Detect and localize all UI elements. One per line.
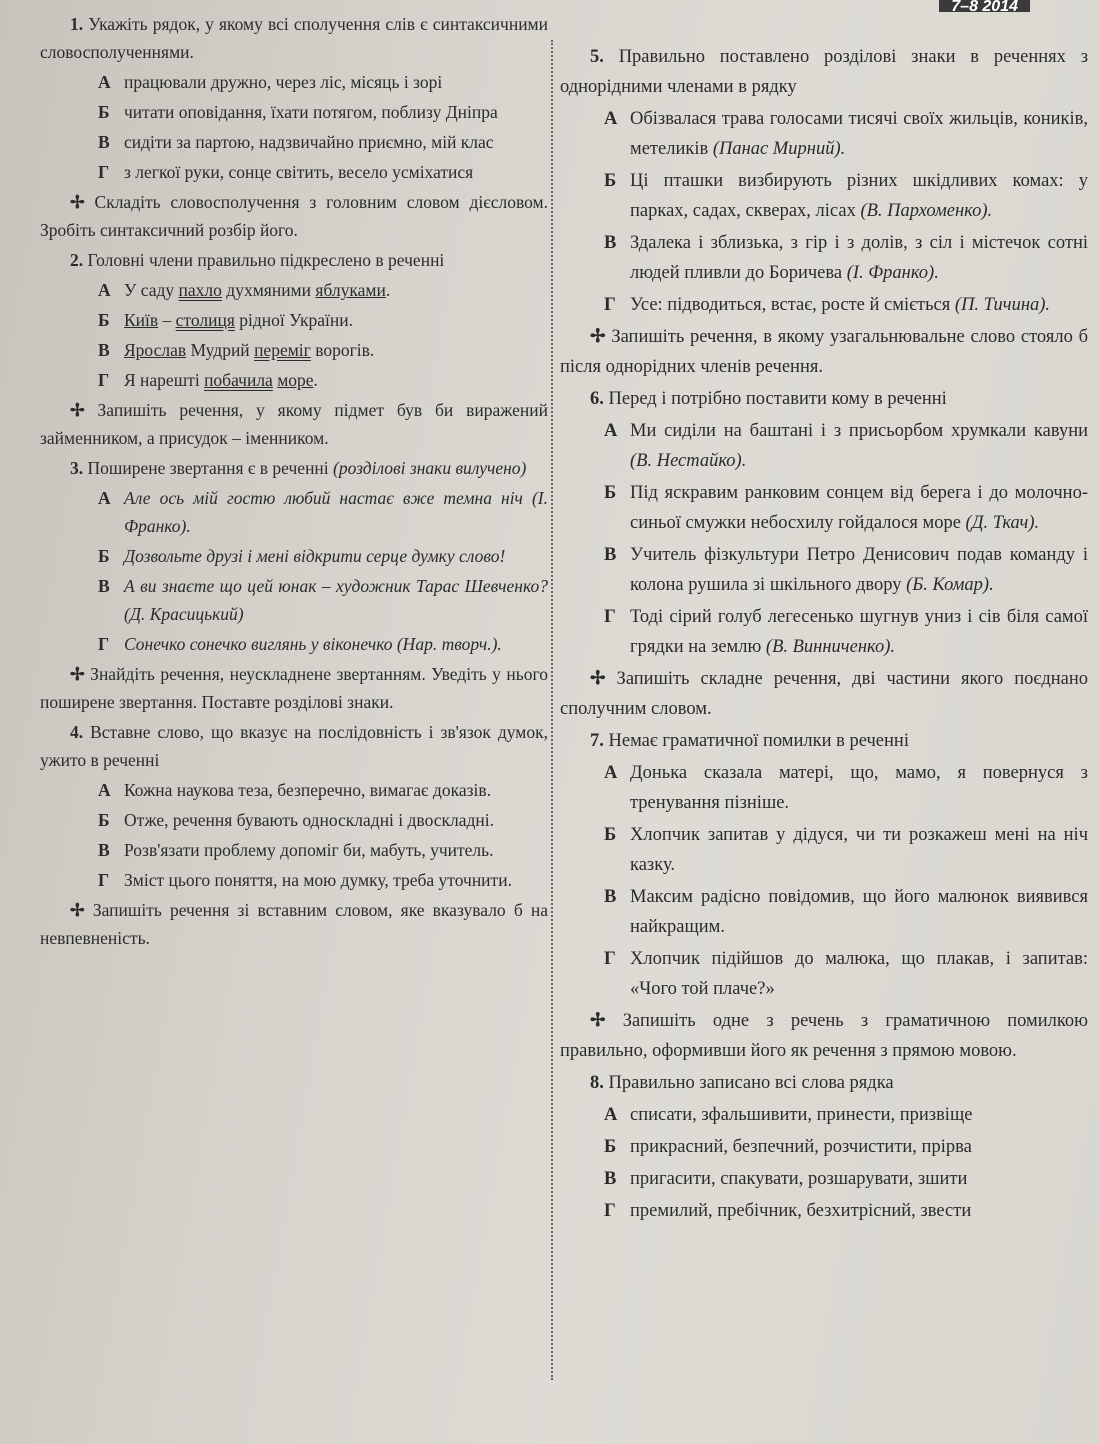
question-8: 8. Правильно записано всі слова рядка <box>590 1073 894 1093</box>
column-divider <box>551 40 553 1380</box>
option: Б читати оповідання, їхати потягом, поблизу Дніпра <box>98 102 498 122</box>
option: В Здалека і зблизька, з гір і з долів, з сіл і містечок сотні людей пливли до Боричева (І. Франко). <box>604 233 1088 283</box>
option: Б Київ – столиця рідної України. <box>98 310 353 330</box>
option: В сидіти за партою, надзвичайно приємно, мій клас <box>98 132 494 152</box>
option: Г Усе: підводиться, встає, росте й сміється (П. Тичина). <box>604 295 1051 315</box>
option: В Учитель фізкультури Петро Денисович подав команду і колона рушила зі шкільного двору (Б. Комар). <box>604 545 1088 595</box>
task-6: ✢ Запишіть складне речення, дві частини якого поєднано сполучним словом. <box>560 669 1089 719</box>
option: Б Ці пташки визбирують різних шкідливих комах: у парках, садах, скверах, лісах (В. Пархоменко). <box>604 171 1088 221</box>
option: А Але ось мій гостю любий настає вже темна ніч (І. Франко). <box>98 488 549 536</box>
option: В А ви знаєте що цей юнак – художник Тарас Шевченко? (Д. Красицький) <box>98 576 548 624</box>
task-4: ✢ Запишіть речення зі вставним словом, яке вказувало б на невпевненість. <box>40 900 549 948</box>
option: Б Отже, речення бувають односкладні і двоскладні. <box>98 810 495 830</box>
question-1: 1. Укажіть рядок, у якому всі сполучення слів є синтаксичними словосполученнями. <box>40 14 548 62</box>
option: В Максим радісно повідомив, що його малюнок виявився найкращим. <box>604 887 1088 937</box>
option: А Кожна наукова теза, безперечно, вимагає доказів. <box>98 780 492 800</box>
option: Г Зміст цього поняття, на мою думку, треба уточнити. <box>98 870 512 890</box>
option: Г Я нарешті побачила море. <box>98 370 318 390</box>
option: А Обізвалася трава голосами тисячі своїх жильців, коників, метеликів (Панас Мирний). <box>604 109 1088 159</box>
option: Б Під яскравим ранковим сонцем від берега і до молочно-синьої смужки небосхилу гойдалося море (Д. Ткач). <box>604 483 1088 533</box>
option: Г Хлопчик підійшов до малюка, що плакав, і запитав: «Чого той плаче?» <box>604 949 1088 999</box>
option: Г премилий, пребічник, безхитрісний, звести <box>604 1201 972 1221</box>
task-3: ✢ Знайдіть речення, неускладнене звертанням. Уведіть у нього поширене звертання. Поставте розділові знаки. <box>40 664 549 712</box>
left-column <box>40 10 548 954</box>
task-2: ✢ Запишіть речення, у якому підмет був би виражений займенником, а присудок – іменником. <box>40 400 549 448</box>
question-6: 6. Перед і потрібно поставити кому в реченні <box>590 389 947 409</box>
option: Б Хлопчик запитав у дідуся, чи ти розкажеш мені на ніч казку. <box>604 825 1088 875</box>
question-3: 3. Поширене звертання є в реченні (розділові знаки вилучено) <box>70 458 527 478</box>
task-7: ✢ Запишіть одне з речень з граматичною помилкою правильно, оформивши його як речення з прямою мовою. <box>560 1011 1088 1061</box>
task-5: ✢ Запишіть речення, в якому узагальнювальне слово стояло б після однорідних членів речення. <box>560 327 1089 377</box>
option: Б Дозвольте друзі і мені відкрити серце думку слово! <box>98 546 506 566</box>
question-5: 5. Правильно поставлено розділові знаки в реченнях з однорідними членами в рядку <box>560 47 1089 97</box>
option: А Донька сказала матері, що, мамо, я повернуся з тренування пізніше. <box>604 763 1088 813</box>
option: В пригасити, спакувати, розшарувати, зшити <box>604 1169 968 1189</box>
option: Б прикрасний, безпечний, розчистити, прірва <box>604 1137 972 1157</box>
option: В Ярослав Мудрий переміг ворогів. <box>98 340 375 360</box>
option: Г Сонечко сонечко виглянь у віконечко (Нар. творч.). <box>98 634 502 654</box>
task-1: ✢ Складіть словосполучення з головним словом дієсловом. Зробіть синтаксичний розбір його. <box>40 192 548 240</box>
option: А Ми сиділи на баштані і з присьорбом хрумкали кавуни (В. Нестайко). <box>604 421 1088 471</box>
option: Г з легкої руки, сонце світить, весело усміхатися <box>98 162 474 182</box>
option: А У саду пахло духмяними яблуками. <box>98 280 391 300</box>
issue-badge: 7–8 2014 <box>939 0 1030 12</box>
option: В Розв'язати проблему допоміг би, мабуть, учитель. <box>98 840 494 860</box>
question-7: 7. Немає граматичної помилки в реченні <box>590 731 909 751</box>
question-4: 4. Вставне слово, що вказує на послідовність і зв'язок думок, ужито в реченні <box>40 722 548 770</box>
option: А працювали дружно, через ліс, місяць і зорі <box>98 72 443 92</box>
right-column <box>560 42 1088 1228</box>
question-2: 2. Головні члени правильно підкреслено в реченні <box>70 250 445 270</box>
option: А списати, зфальшивити, принести, призвіще <box>604 1105 973 1125</box>
option: Г Тоді сірий голуб легесенько шугнув униз і сів біля самої грядки на землю (В. Винниченко). <box>604 607 1088 657</box>
